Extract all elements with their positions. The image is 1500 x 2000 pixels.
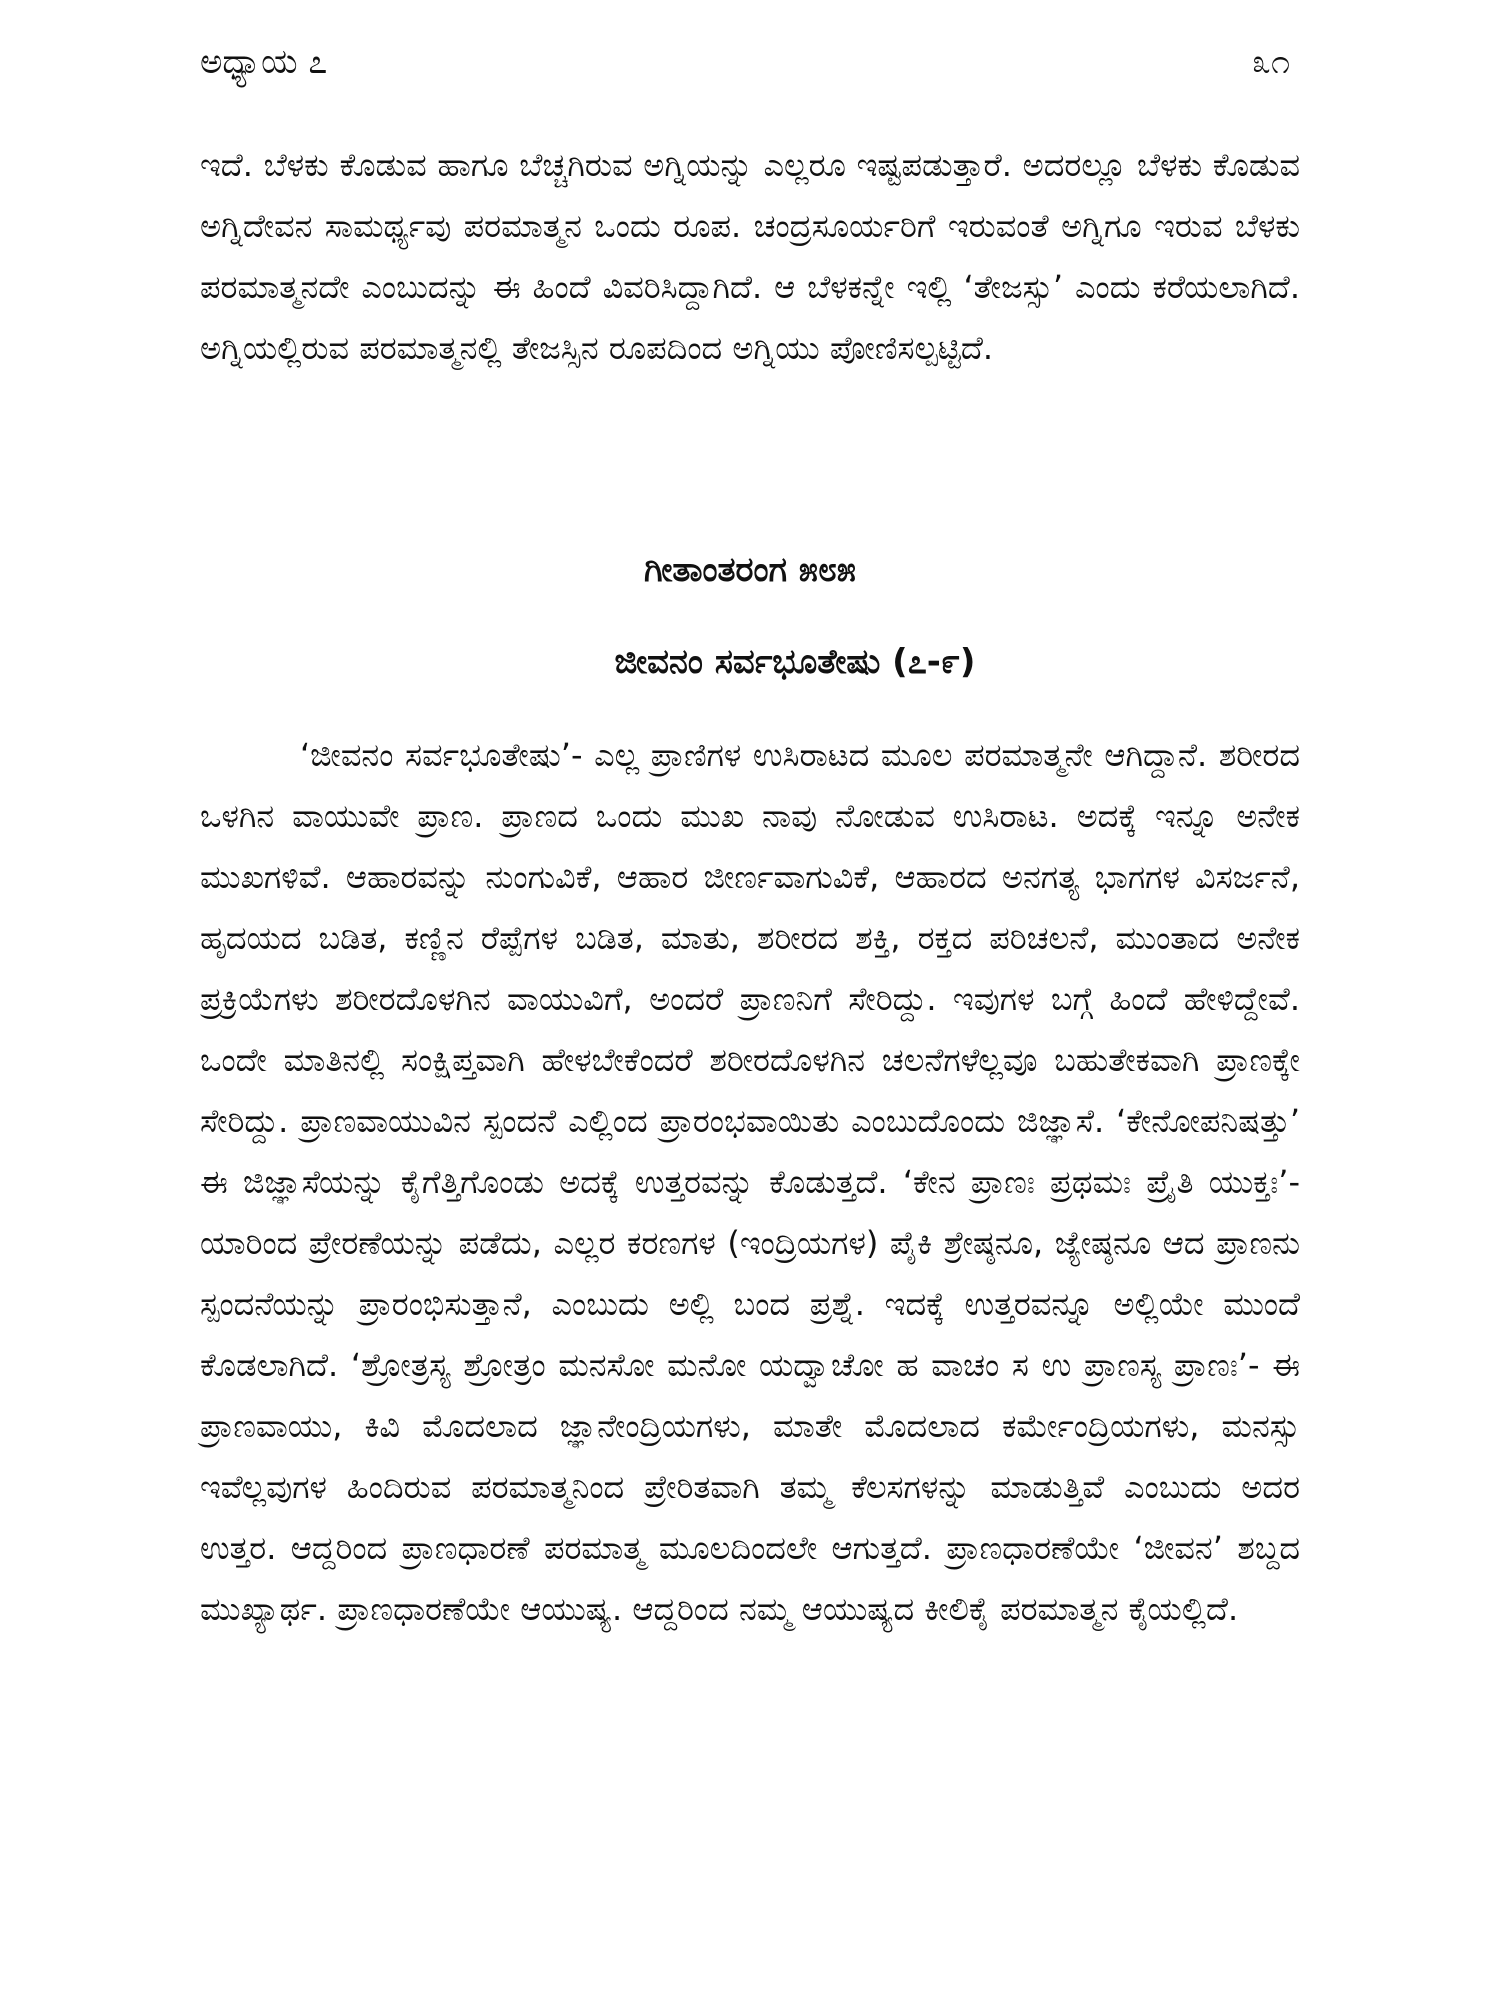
intro-paragraph: ಇದೆ. ಬೆಳಕು ಕೊಡುವ ಹಾಗೂ ಬೆಚ್ಚಗಿರುವ ಅಗ್ನಿಯನ್ನು ಎಲ್ಲರೂ ಇಷ್ಟಪಡುತ್ತಾರೆ. ಅದರಲ್ಲೂ ಬೆಳಕು ಕೊಡುವ ಅಗ್ನಿದೇವನ ಸಾಮರ್ಥ್ಯವು ಪರಮಾತ್ಮನ ಒಂದು ರೂಪ. ಚಂದ್ರಸೂರ್ಯರಿಗೆ ಇರುವಂತೆ ಅಗ್ನಿಗೂ ಇರುವ ಬೆಳಕು ಪರಮಾತ್ಮನದೇ ಎಂಬುದನ್ನು ಈ ಹಿಂದೆ ವಿವರಿಸಿದ್ದಾಗಿದೆ. ಆ ಬೆಳಕನ್ನೇ ಇಲ್ಲಿ ‘ತೇಜಸ್ಸು’ ಎಂದು ಕರೆಯಲಾಗಿದೆ. ಅಗ್ನಿಯಲ್ಲಿರುವ ಪರಮಾತ್ಮನಲ್ಲಿ ತೇಜಸ್ಸಿನ ರೂಪದಿಂದ ಅಗ್ನಿಯು ಪೋಣಿಸಲ್ಪಟ್ಟಿದೆ. — [200, 146, 1300, 367]
section-title: ಗೀತಾಂತರಂಗ ೫೮೫ — [644, 550, 856, 590]
intro-text-block — [200, 135, 1300, 379]
subsection-title: ಜೀವನಂ ಸರ್ವಭೂತೇಷು (೭-೯) — [614, 642, 976, 682]
page-number: ೩೧ — [1251, 42, 1290, 82]
main-text-block — [200, 725, 1300, 1640]
chapter-heading: ಅಧ್ಯಾಯ ೭ — [200, 42, 328, 82]
main-paragraph: ‘ಜೀವನಂ ಸರ್ವಭೂತೇಷು’- ಎಲ್ಲ ಪ್ರಾಣಿಗಳ ಉಸಿರಾಟದ ಮೂಲ ಪರಮಾತ್ಮನೇ ಆಗಿದ್ದಾನೆ. ಶರೀರದ ಒಳಗಿನ ವಾಯುವೇ ಪ್ರಾಣ. ಪ್ರಾಣದ ಒಂದು ಮುಖ ನಾವು ನೋಡುವ ಉಸಿರಾಟ. ಅದಕ್ಕೆ ಇನ್ನೂ ಅನೇಕ ಮುಖಗಳಿವೆ. ಆಹಾರವನ್ನು ನುಂಗುವಿಕೆ, ಆಹಾರ ಜೀರ್ಣವಾಗುವಿಕೆ, ಆಹಾರದ ಅನಗತ್ಯ ಭಾಗಗಳ ವಿಸರ್ಜನೆ, ಹೃದಯದ ಬಡಿತ, ಕಣ್ಣಿನ ರೆಪ್ಪೆಗಳ ಬಡಿತ, ಮಾತು, ಶರೀರದ ಶಕ್ತಿ, ರಕ್ತದ ಪರಿಚಲನೆ, ಮುಂತಾದ ಅನೇಕ ಪ್ರಕ್ರಿಯೆಗಳು ಶರೀರದೊಳಗಿನ ವಾಯುವಿಗೆ, ಅಂದರೆ ಪ್ರಾಣನಿಗೆ ಸೇರಿದ್ದು. ಇವುಗಳ ಬಗ್ಗೆ ಹಿಂದೆ ಹೇಳಿದ್ದೇವೆ. ಒಂದೇ ಮಾತಿನಲ್ಲಿ ಸಂಕ್ಷಿಪ್ತವಾಗಿ ಹೇಳಬೇಕೆಂದರೆ ಶರೀರದೊಳಗಿನ ಚಲನೆಗಳೆಲ್ಲವೂ ಬಹುತೇಕವಾಗಿ ಪ್ರಾಣಕ್ಕೇ ಸೇರಿದ್ದು. ಪ್ರಾಣವಾಯುವಿನ ಸ್ಪಂದನೆ ಎಲ್ಲಿಂದ ಪ್ರಾರಂಭವಾಯಿತು ಎಂಬುದೊಂದು ಜಿಜ್ಞಾಸೆ. ‘ಕೇನೋಪನಿಷತ್ತು’ ಈ ಜಿಜ್ಞಾಸೆಯನ್ನು ಕೈಗೆತ್ತಿಗೊಂಡು ಅದಕ್ಕೆ ಉತ್ತರವನ್ನು ಕೊಡುತ್ತದೆ. ‘ಕೇನ ಪ್ರಾಣಃ ಪ್ರಥಮಃ ಪ್ರೈತಿ ಯುಕ್ತಃ’- ಯಾರಿಂದ ಪ್ರೇರಣೆಯನ್ನು ಪಡೆದು, ಎಲ್ಲರ ಕರಣಗಳ (ಇಂದ್ರಿಯಗಳ) ಪೈಕಿ ಶ್ರೇಷ್ಠನೂ, ಜ್ಯೇಷ್ಠನೂ ಆದ ಪ್ರಾಣನು ಸ್ಪಂದನೆಯನ್ನು ಪ್ರಾರಂಭಿಸುತ್ತಾನೆ, ಎಂಬುದು ಅಲ್ಲಿ ಬಂದ ಪ್ರಶ್ನೆ. ಇದಕ್ಕೆ ಉತ್ತರವನ್ನೂ ಅಲ್ಲಿಯೇ ಮುಂದೆ ಕೊಡಲಾಗಿದೆ. ‘ಶ್ರೋತ್ರಸ್ಯ ಶ್ರೋತ್ರಂ ಮನಸೋ ಮನೋ ಯದ್ವಾಚೋ ಹ ವಾಚಂ ಸ ಉ ಪ್ರಾಣಸ್ಯ ಪ್ರಾಣಃ’- ಈ ಪ್ರಾಣವಾಯು, ಕಿವಿ ಮೊದಲಾದ ಜ್ಞಾನೇಂದ್ರಿಯಗಳು, ಮಾತೇ ಮೊದಲಾದ ಕರ್ಮೇಂದ್ರಿಯಗಳು, ಮನಸ್ಸು ಇವೆಲ್ಲವುಗಳ ಹಿಂದಿರುವ ಪರಮಾತ್ಮನಿಂದ ಪ್ರೇರಿತವಾಗಿ ತಮ್ಮ ಕೆಲಸಗಳನ್ನು ಮಾಡುತ್ತಿವೆ ಎಂಬುದು ಅದರ ಉತ್ತರ. ಆದ್ದರಿಂದ ಪ್ರಾಣಧಾರಣೆ ಪರಮಾತ್ಮ ಮೂಲದಿಂದಲೇ ಆಗುತ್ತದೆ. ಪ್ರಾಣಧಾರಣೆಯೇ ‘ಜೀವನ’ ಶಬ್ದದ ಮುಖ್ಯಾರ್ಥ. ಪ್ರಾಣಧಾರಣೆಯೇ ಆಯುಷ್ಯ. ಆದ್ದರಿಂದ ನಮ್ಮ ಆಯುಷ್ಯದ ಕೀಲಿಕೈ ಪರಮಾತ್ಮನ ಕೈಯಲ್ಲಿದೆ. — [200, 736, 1300, 1628]
